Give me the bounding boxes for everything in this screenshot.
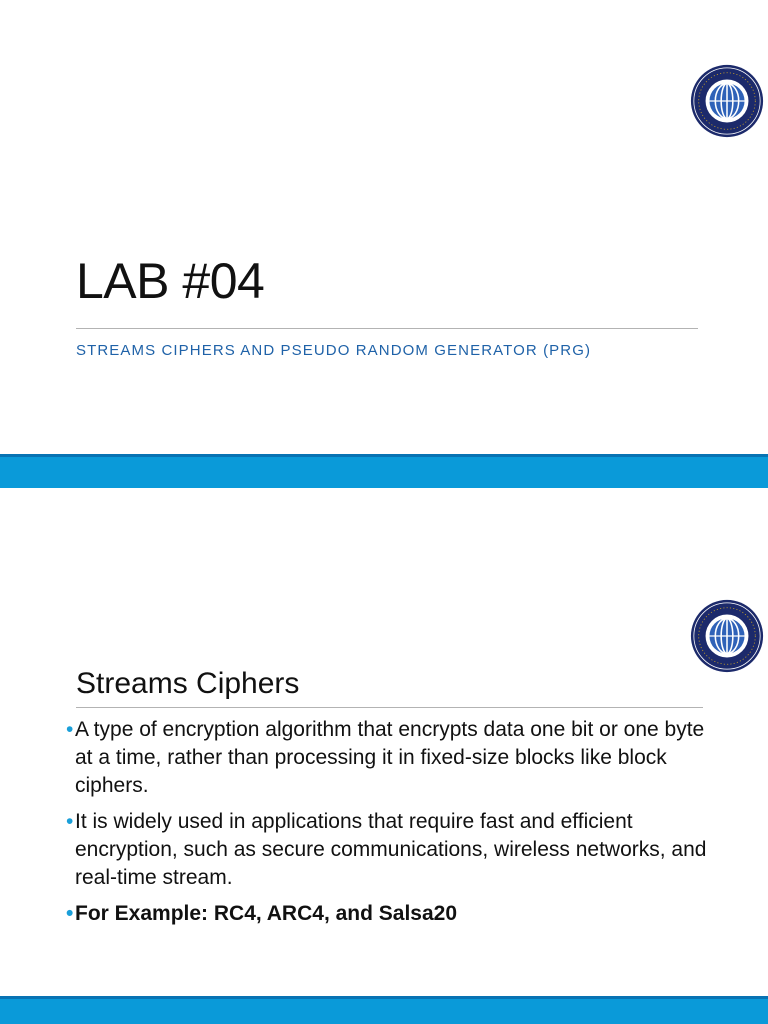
bullet-text: A type of encryption algorithm that encrypts data one bit or one byte at a time, rather than processing it in fixed-size blocks like block ciphers.: [75, 718, 705, 797]
bullet-marker: •: [66, 902, 74, 925]
university-seal-icon: [688, 597, 766, 675]
bullet-marker: •: [66, 810, 74, 833]
slide-title: LAB #04: [76, 253, 265, 309]
university-seal-icon: [688, 62, 766, 140]
bullet-text: It is widely used in applications that require fast and efficient encryption, such as secure communications, wireless networks, and real-time stream.: [75, 810, 707, 889]
slide-title: Streams Ciphers: [76, 667, 300, 700]
bullet-marker: •: [66, 718, 74, 741]
slide-separator-band: [0, 454, 768, 488]
bullet-item: [66, 900, 716, 928]
bullet-text: For Example: RC4, ARC4, and Salsa20: [75, 902, 458, 925]
title-slide: [0, 0, 768, 456]
title-divider: [76, 328, 698, 329]
bullet-item: [66, 716, 716, 800]
slide-separator-band: [0, 996, 768, 1024]
slide-subtitle: STREAMS CIPHERS AND PSEUDO RANDOM GENERATOR (PRG): [76, 342, 592, 359]
bullet-list: [66, 716, 716, 936]
title-divider: [76, 707, 703, 708]
bullet-item: [66, 808, 716, 892]
